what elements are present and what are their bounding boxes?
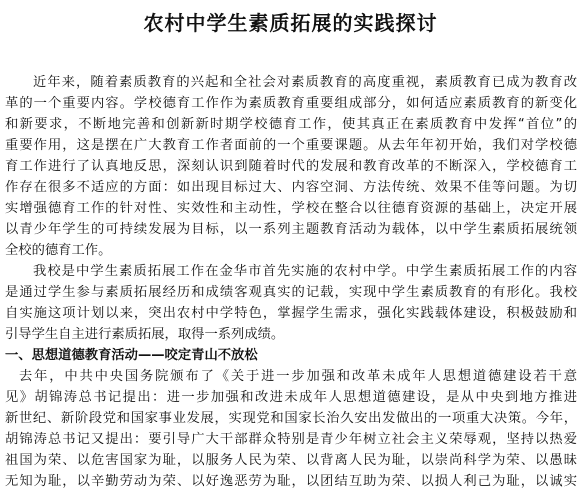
text-line: 作存在很多不适应的方面：如出现目标过大、内容空洞、方法传统、效果不佳等问题。为切	[5, 180, 577, 195]
paragraph-3	[5, 366, 577, 490]
text-line: 革的一个重要内容。学校德育工作作为素质教育重要组成部分，如何适应素质教育的新变化	[5, 96, 577, 111]
section-heading: 一、思想道德教育活动——咬定青山不放松	[5, 348, 258, 363]
text-line: 胡锦涛总书记又提出：要引导广大干部群众特别是青少年树立社会主义荣辱观，坚持以热爱	[5, 432, 577, 447]
text-line: 近年来，随着素质教育的兴起和全社会对素质教育的高度重视，素质教育已成为教育改	[33, 75, 577, 90]
text-line: 我校是中学生素质拓展工作在金华市首先实施的农村中学。中学生素质拓展工作的内容	[33, 264, 577, 279]
text-line: 重要作用，这是摆在广大教育工作者面前的一个重要课题。从去年年初开始，我们对学校德	[5, 138, 577, 153]
text-line: 自实施这项计划以来，突出农村中学特色，掌握学生需求，强化实践载体建设，积极鼓励和	[5, 306, 577, 321]
paragraph-2	[5, 261, 577, 345]
text-line: 引导学生自主进行素质拓展，取得一系列成绩。	[5, 327, 285, 342]
text-line: 和新要求，不断地完善和创新新时期学校德育工作，使其真正在素质教育中发挥“首位”的	[5, 117, 577, 132]
text-line: 全校的德育工作。	[5, 243, 112, 258]
text-line: 育工作进行了认真地反思，深刻认识到随着时代的发展和教育改革的不断深入，学校德育工	[5, 159, 577, 174]
document-body	[5, 72, 577, 490]
text-line: 是通过学生参与素质拓展经历和成绩客观真实的记载，实现中学生素质教育的有形化。我校	[5, 285, 577, 300]
text-line: 实增强德育工作的针对性、实效性和主动性，学校在整合以往德育资源的基础上，决定开展	[5, 201, 577, 216]
text-line: 祖国为荣、以危害国家为耻，以服务人民为荣、以背离人民为耻，以崇尚科学为荣、以愚昧	[5, 453, 577, 468]
text-line: 新世纪、新阶段党和国家事业发展，实现党和国家长治久安出发做出的一项重大决策。今年，	[5, 411, 577, 426]
text-line: 以青少年学生的可持续发展为目标，以一系列主题教育活动为载体，以中学生素质拓展统领	[5, 222, 577, 237]
text-line: 见》胡锦涛总书记提出：进一步加强和改进未成年人思想道德建设，是从中央到地方推进	[5, 390, 577, 405]
paragraph-1	[5, 72, 577, 261]
text-line: 无知为耻，以辛勤劳动为荣、以好逸恶劳为耻，以团结互助为荣、以损人利己为耻，以诚实	[5, 474, 577, 489]
document-title: 农村中学生素质拓展的实践探讨	[143, 11, 438, 35]
text-line: 去年，中共中央国务院颁布了《关于进一步加强和改革未成年人思想道德建设若干意	[19, 369, 577, 384]
